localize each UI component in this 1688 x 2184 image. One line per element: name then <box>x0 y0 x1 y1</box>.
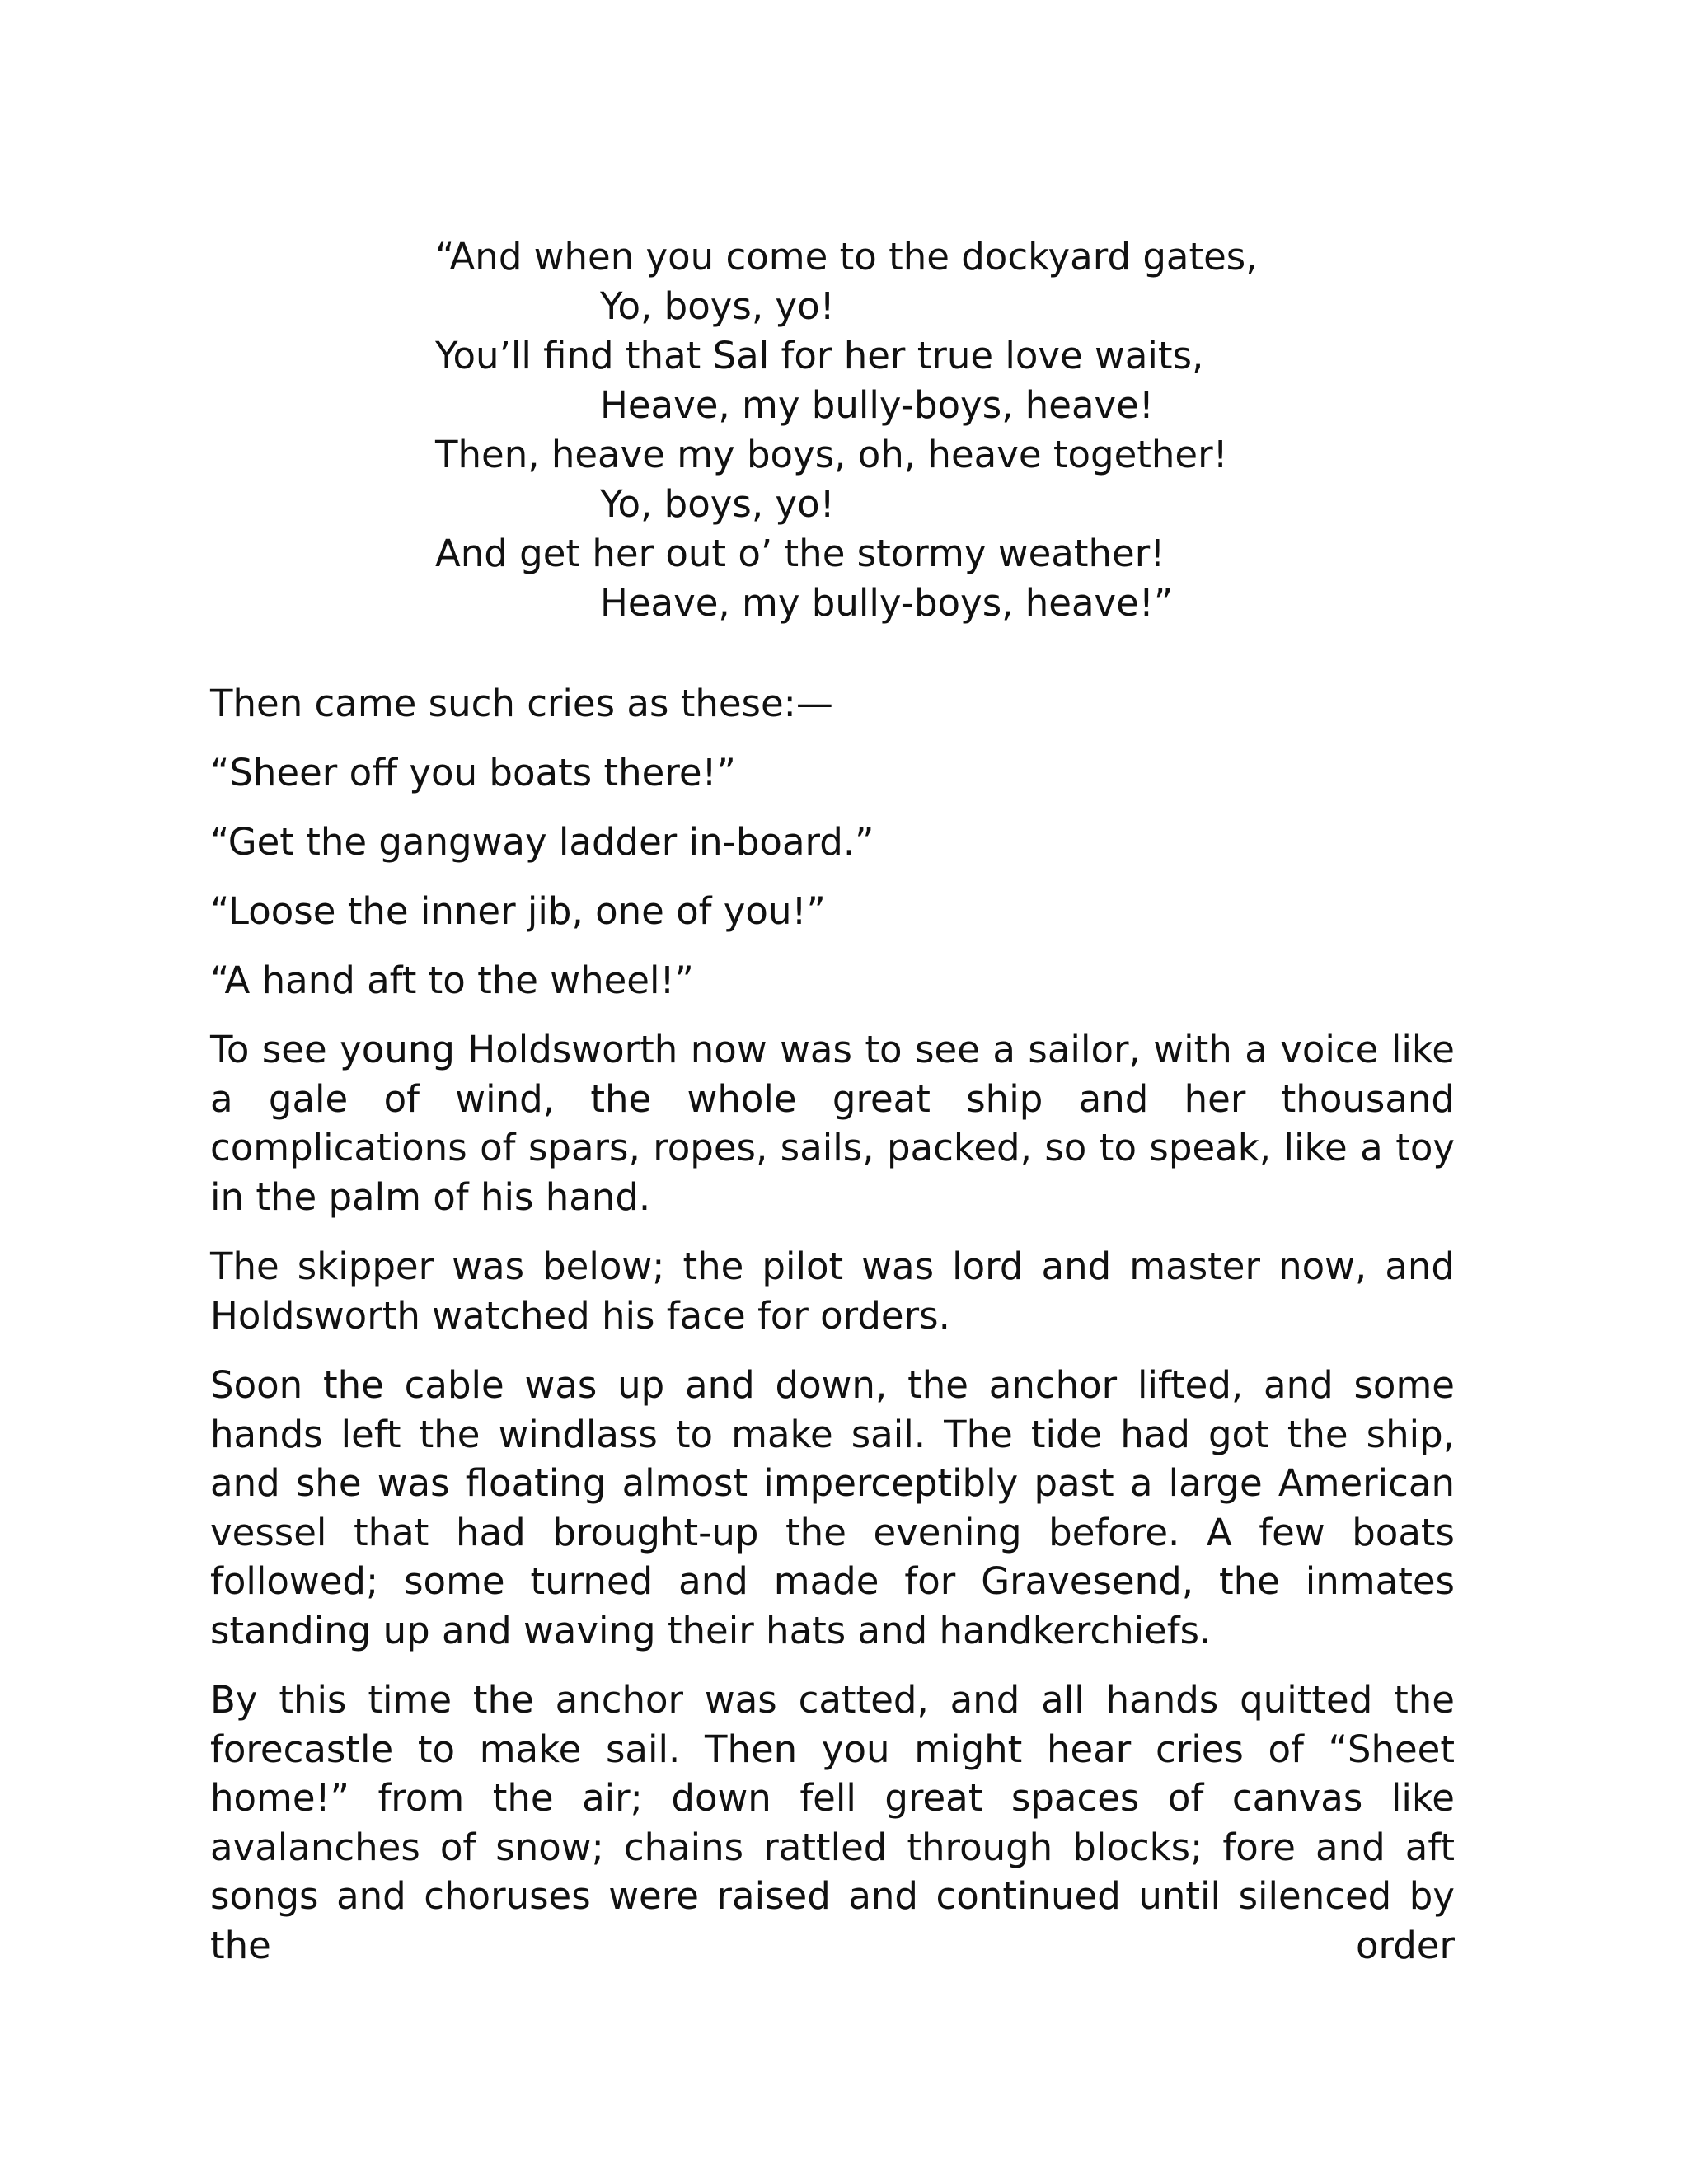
verse-line: Then, heave my boys, oh, heave together! <box>435 433 1228 476</box>
shouted-order: “Loose the inner jib, one of you!” <box>210 889 826 933</box>
verse-line: And get her out o’ the stormy weather! <box>435 532 1165 575</box>
shouted-order: “A hand aft to the wheel!” <box>210 958 694 1002</box>
verse-refrain-line: Heave, my bully-boys, heave!” <box>600 581 1174 625</box>
verse-refrain-line: Heave, my bully-boys, heave! <box>600 383 1154 427</box>
shouted-order: “Get the gangway ladder in-board.” <box>210 820 874 864</box>
paragraph-anchor: By this time the anchor was catted, and all hands quitted the forecastle to make sail. Then you might hear cries of “Sheet home!” from the air; down fell great spaces of canvas like avalanches of snow; chains rattled through blocks; fore and aft songs and choruses were raised and continued until silenced by the order <box>210 1678 1455 1967</box>
paragraph-cable: Soon the cable was up and down, the anchor lifted, and some hands left the windlass to make sail. The tide had got the ship, and she was floating almost imperceptibly past a large American vessel that had brought-up the evening before. A few boats followed; some turned and made for Gravesend, the inmates standing up and waving their hats and handkerchiefs. <box>210 1363 1455 1652</box>
verse-refrain-line: Yo, boys, yo! <box>600 284 835 328</box>
verse-refrain-line: Yo, boys, yo! <box>600 482 835 526</box>
intro-line: Then came such cries as these:— <box>210 682 833 725</box>
verse-line: “And when you come to the dockyard gates, <box>435 235 1258 279</box>
song-verse <box>435 232 1455 628</box>
paragraph-holdsworth: To see young Holdsworth now was to see a sailor, with a voice like a gale of wind, the whole great ship and her thousand complications of spars, ropes, sails, packed, so to speak, like a toy in the palm of his hand. <box>210 1028 1455 1219</box>
verse-line: You’ll find that Sal for her true love waits, <box>435 334 1204 377</box>
paragraph-skipper: The skipper was below; the pilot was lord and master now, and Holdsworth watched his face for orders. <box>210 1244 1455 1338</box>
shouted-order: “Sheer off you boats there!” <box>210 751 736 794</box>
book-page <box>210 232 1455 1990</box>
